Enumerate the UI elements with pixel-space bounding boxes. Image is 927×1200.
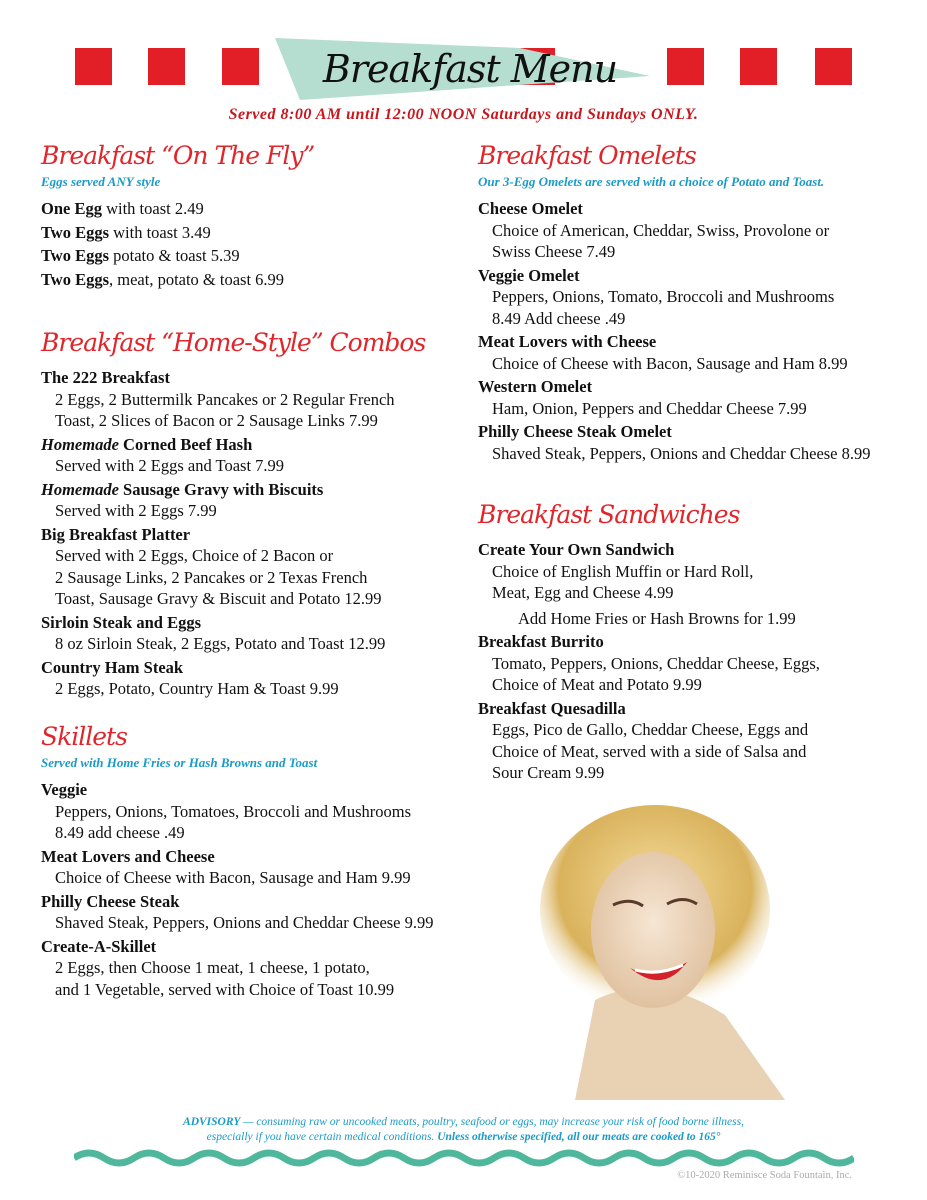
menu-item bbox=[478, 698, 908, 784]
item-price-text: potato & toast 5.39 bbox=[109, 246, 240, 265]
item-description: Tomato, Peppers, Onions, Cheddar Cheese, Eggs, bbox=[492, 653, 820, 673]
item-description: 2 Eggs, then Choose 1 meat, 1 cheese, 1 potato, bbox=[55, 958, 370, 977]
advisory-label: ADVISORY bbox=[183, 1116, 241, 1128]
menu-item bbox=[41, 524, 471, 610]
item-description: Ham, Onion, Peppers and Cheddar Cheese 7.99 bbox=[492, 398, 807, 418]
item-description: and 1 Vegetable, served with Choice of Toast 10.99 bbox=[55, 979, 395, 999]
menu-item bbox=[41, 891, 471, 934]
item-description: Choice of English Muffin or Hard Roll, bbox=[492, 561, 754, 581]
section-home-style bbox=[41, 325, 471, 702]
menu-item bbox=[41, 367, 471, 432]
item-description: Choice of Meat and Potato 9.99 bbox=[492, 675, 702, 694]
item-description: Served with 2 Eggs, Choice of 2 Bacon or bbox=[55, 546, 334, 565]
item-name: Meat Lovers with Cheese bbox=[478, 332, 657, 351]
item-name: Sausage Gravy with Biscuits bbox=[118, 479, 324, 499]
menu-item bbox=[41, 269, 471, 291]
item-prefix: Homemade bbox=[41, 434, 119, 454]
menu-item bbox=[41, 612, 471, 655]
item-description: 8.49 add cheese .49 bbox=[55, 823, 185, 842]
red-square bbox=[148, 48, 185, 85]
item-description: Choice of Cheese with Bacon, Sausage and Ham 9.99 bbox=[55, 868, 411, 887]
menu-item bbox=[41, 657, 471, 700]
section-title: Breakfast “On The Fly” bbox=[41, 141, 315, 170]
menu-item bbox=[41, 245, 471, 267]
section-title: Breakfast Sandwiches bbox=[478, 500, 740, 529]
item-description: Peppers, Onions, Tomatoes, Broccoli and Mushrooms bbox=[55, 801, 412, 821]
item-name: Two Eggs bbox=[41, 246, 109, 265]
item-name: Cheese Omelet bbox=[478, 199, 583, 218]
menu-item bbox=[478, 331, 908, 374]
item-name: Philly Cheese Steak bbox=[41, 891, 180, 911]
section-subtitle: Served with Home Fries or Hash Browns and Toast bbox=[41, 755, 318, 770]
item-description: Choice of Cheese with Bacon, Sausage and Ham 8.99 bbox=[492, 353, 848, 373]
red-square bbox=[815, 48, 852, 85]
section-sandwiches bbox=[478, 497, 908, 786]
item-name: Two Eggs bbox=[41, 269, 109, 289]
item-name: Big Breakfast Platter bbox=[41, 524, 191, 544]
red-square bbox=[222, 48, 259, 85]
item-name: Two Eggs bbox=[41, 222, 109, 242]
section-on-the-fly bbox=[41, 138, 471, 292]
red-square bbox=[75, 48, 112, 85]
item-price-text: , meat, potato & toast 6.99 bbox=[109, 269, 285, 289]
item-description: 8.49 Add cheese .49 bbox=[492, 308, 626, 328]
serving-hours: Served 8:00 AM until 12:00 NOON Saturdays and Sundays ONLY. bbox=[228, 106, 699, 123]
red-square bbox=[667, 48, 704, 85]
menu-item bbox=[41, 936, 471, 1001]
section-subtitle: Eggs served ANY style bbox=[41, 174, 161, 189]
item-description: Swiss Cheese 7.49 bbox=[492, 242, 616, 261]
menu-item bbox=[41, 779, 471, 844]
item-name: Veggie Omelet bbox=[478, 265, 580, 285]
item-description: Served with 2 Eggs 7.99 bbox=[55, 501, 217, 520]
item-note: Add Home Fries or Hash Browns for 1.99 bbox=[518, 608, 796, 628]
advisory-cooking-temp: Unless otherwise specified, all our meats are cooked to 165° bbox=[437, 1131, 721, 1143]
item-description: Shaved Steak, Peppers, Onions and Cheddar Cheese 9.99 bbox=[55, 913, 434, 932]
item-description: Choice of American, Cheddar, Swiss, Provolone or bbox=[492, 220, 830, 240]
item-name: Breakfast Burrito bbox=[478, 632, 604, 651]
item-prefix: Homemade bbox=[41, 479, 119, 499]
page-title: Breakfast Menu bbox=[322, 47, 618, 91]
menu-item bbox=[41, 479, 471, 522]
item-description: Served with 2 Eggs and Toast 7.99 bbox=[55, 456, 285, 475]
menu-item bbox=[41, 434, 471, 477]
item-description: Shaved Steak, Peppers, Onions and Cheddar Cheese 8.99 bbox=[492, 443, 871, 463]
section-subtitle: Our 3-Egg Omelets are served with a choice of Potato and Toast. bbox=[478, 174, 825, 189]
item-name: Meat Lovers and Cheese bbox=[41, 846, 215, 866]
item-name: Breakfast Quesadilla bbox=[478, 698, 626, 718]
item-name: The 222 Breakfast bbox=[41, 368, 170, 387]
item-description: Peppers, Onions, Tomato, Broccoli and Mushrooms bbox=[492, 287, 835, 306]
item-description: 8 oz Sirloin Steak, 2 Eggs, Potato and Toast 12.99 bbox=[55, 634, 386, 653]
item-name: Country Ham Steak bbox=[41, 657, 184, 677]
copyright: ©10-2020 Reminisce Soda Fountain, Inc. bbox=[677, 1170, 852, 1181]
item-name: One Egg bbox=[41, 199, 102, 218]
item-name: Create-A-Skillet bbox=[41, 936, 157, 956]
item-description: Toast, Sausage Gravy & Biscuit and Potato 12.99 bbox=[55, 589, 382, 608]
item-name: Create Your Own Sandwich bbox=[478, 540, 675, 559]
wave-divider bbox=[74, 1148, 854, 1168]
item-description: Eggs, Pico de Gallo, Cheddar Cheese, Eggs and bbox=[492, 720, 809, 739]
item-description: Meat, Egg and Cheese 4.99 bbox=[492, 583, 674, 602]
menu-item bbox=[41, 846, 471, 889]
menu-item bbox=[478, 376, 908, 419]
menu-item bbox=[41, 198, 471, 220]
item-name: Sirloin Steak and Eggs bbox=[41, 612, 202, 632]
section-title: Breakfast “Home-Style” Combos bbox=[41, 328, 426, 357]
item-name: Corned Beef Hash bbox=[118, 434, 253, 454]
menu-item bbox=[41, 222, 471, 244]
red-square bbox=[740, 48, 777, 85]
item-price-text: with toast 2.49 bbox=[101, 199, 204, 218]
item-description: Sour Cream 9.99 bbox=[492, 763, 605, 782]
advisory-text-2: especially if you have certain medical conditions. bbox=[206, 1131, 438, 1143]
menu-item bbox=[478, 539, 908, 629]
menu-item bbox=[478, 631, 908, 696]
section-title: Breakfast Omelets bbox=[478, 141, 696, 170]
menu-item bbox=[478, 198, 908, 263]
item-name: Western Omelet bbox=[478, 377, 593, 396]
marilyn-photo bbox=[535, 800, 795, 1100]
item-name: Philly Cheese Steak Omelet bbox=[478, 422, 672, 441]
section-omelets bbox=[478, 138, 908, 466]
item-description: Toast, 2 Slices of Bacon or 2 Sausage Links 7.99 bbox=[55, 411, 378, 430]
menu-item bbox=[478, 421, 908, 464]
item-description: 2 Sausage Links, 2 Pancakes or 2 Texas French bbox=[55, 567, 368, 587]
advisory-text: — consuming raw or uncooked meats, poultry, seafood or eggs, may increase your risk of food borne illness, bbox=[240, 1116, 744, 1128]
item-price-text: with toast 3.49 bbox=[109, 222, 211, 242]
item-description: 2 Eggs, 2 Buttermilk Pancakes or 2 Regular French bbox=[55, 389, 395, 409]
advisory-notice bbox=[0, 1115, 927, 1145]
section-skillets bbox=[41, 719, 471, 1002]
menu-item bbox=[478, 265, 908, 330]
item-description: Choice of Meat, served with a side of Salsa and bbox=[492, 741, 807, 761]
item-name: Veggie bbox=[41, 780, 88, 799]
section-title: Skillets bbox=[41, 722, 127, 751]
item-description: 2 Eggs, Potato, Country Ham & Toast 9.99 bbox=[55, 679, 339, 698]
